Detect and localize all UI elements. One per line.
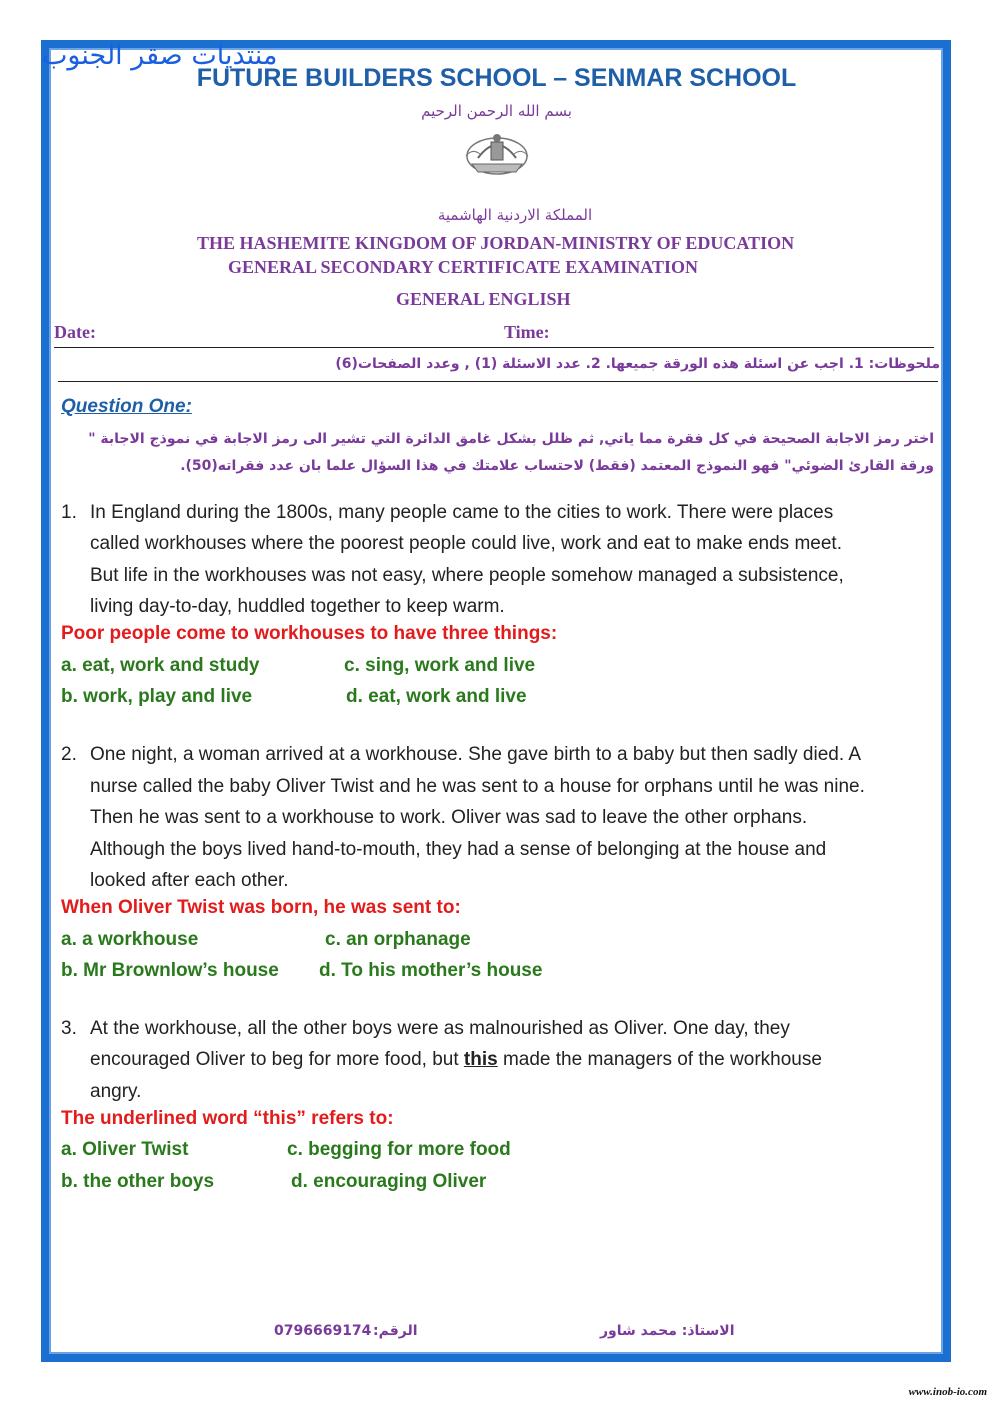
question-title: Question One:	[61, 396, 192, 417]
ministry-line: THE HASHEMITE KINGDOM OF JORDAN-MINISTRY OF EDUCATION	[197, 233, 795, 253]
question-instruction: اختر رمز الاجابة الصحيحة في كل فقرة مما ياتي, ثم ظلل بشكل غامق الدائرة التي تشير الى رمز الاجابة في نموذج الاجابة " ورقة القارئ الضوئي" فهو النموذج المعتمد (فقط) لاحتساب علامتك في هذا السؤال علما بان عدد فقراته(50).	[88, 431, 934, 474]
subject-line: GENERAL ENGLISH	[396, 289, 571, 309]
passage-line: living day-to-day, huddled together to keep warm.	[90, 596, 505, 617]
passage-line: At the workhouse, all the other boys were as malnourished as Oliver. One day, they	[90, 1018, 790, 1039]
option-b: b. Mr Brownlow’s house	[61, 960, 279, 981]
option-c: c. an orphanage	[325, 929, 471, 950]
option-c: c. begging for more food	[287, 1139, 511, 1160]
question-prompt: The underlined word “this” refers to:	[61, 1108, 394, 1129]
passage-text: made the managers of the workhouse	[497, 1049, 822, 1070]
item-number: 2.	[61, 744, 77, 765]
option-a: a. Oliver Twist	[61, 1139, 189, 1160]
passage-line: looked after each other.	[90, 870, 289, 891]
passage-line: nurse called the baby Oliver Twist and he was sent to a house for orphans until he was nine.	[90, 776, 865, 797]
basmala: بسم الله الرحمن الرحيم	[421, 102, 572, 120]
passage-line	[90, 1044, 940, 1075]
coat-of-arms-icon	[458, 128, 536, 180]
question-prompt: When Oliver Twist was born, he was sent to:	[61, 897, 461, 918]
teacher-name: الاستاذ: محمد شاور	[600, 1323, 735, 1339]
kingdom-arabic: المملكة الاردنية الهاشمية	[437, 206, 593, 224]
option-c: c. sing, work and live	[344, 655, 536, 676]
item-number: 1.	[61, 502, 77, 523]
option-d: d. eat, work and live	[346, 686, 527, 707]
option-b: b. work, play and live	[61, 686, 253, 707]
passage-line: But life in the workhouses was not easy, where people somehow managed a subsistence,	[90, 565, 844, 586]
underlined-word: this	[463, 1049, 498, 1070]
phone-number: 0796669174	[274, 1323, 372, 1339]
forum-watermark: منتديات صقر الجنوب	[42, 40, 278, 71]
passage-text: encouraged Oliver to beg for more food, but	[90, 1049, 464, 1070]
divider	[54, 347, 934, 348]
exam-line: GENERAL SECONDARY CERTIFICATE EXAMINATION	[228, 257, 698, 277]
passage-line: called workhouses where the poorest people could live, work and eat to make ends meet.	[90, 533, 842, 554]
passage-line: One night, a woman arrived at a workhouse. She gave birth to a baby but then sadly died. A	[90, 744, 862, 765]
time-label: Time:	[504, 322, 550, 342]
passage-line: Although the boys lived hand-to-mouth, they had a sense of belonging at the house and	[90, 839, 827, 860]
option-d: d. encouraging Oliver	[291, 1171, 487, 1192]
item-number: 3.	[61, 1018, 77, 1039]
phone-label: الرقم:	[373, 1323, 418, 1339]
option-a: a. eat, work and study	[61, 655, 260, 676]
date-label: Date:	[54, 322, 96, 342]
passage-line: angry.	[90, 1081, 142, 1102]
passage-line: In England during the 1800s, many people came to the cities to work. There were places	[90, 502, 834, 523]
school-title: FUTURE BUILDERS SCHOOL – SENMAR SCHOOL	[196, 64, 797, 92]
option-a: a. a workhouse	[61, 929, 199, 950]
exam-notes: ملحوظات: 1. اجب عن اسئلة هذه الورقة جميعها. 2. عدد الاسئلة (1) , وعدد الصفحات(6)	[335, 356, 940, 372]
question-prompt: Poor people come to workhouses to have three things:	[61, 623, 558, 644]
option-b: b. the other boys	[61, 1171, 215, 1192]
option-d: d. To his mother’s house	[319, 960, 543, 981]
site-url: www.inob-io.com	[908, 1386, 987, 1398]
divider	[58, 381, 938, 382]
passage-line: Then he was sent to a workhouse to work. Oliver was sad to leave the other orphans.	[90, 807, 808, 828]
